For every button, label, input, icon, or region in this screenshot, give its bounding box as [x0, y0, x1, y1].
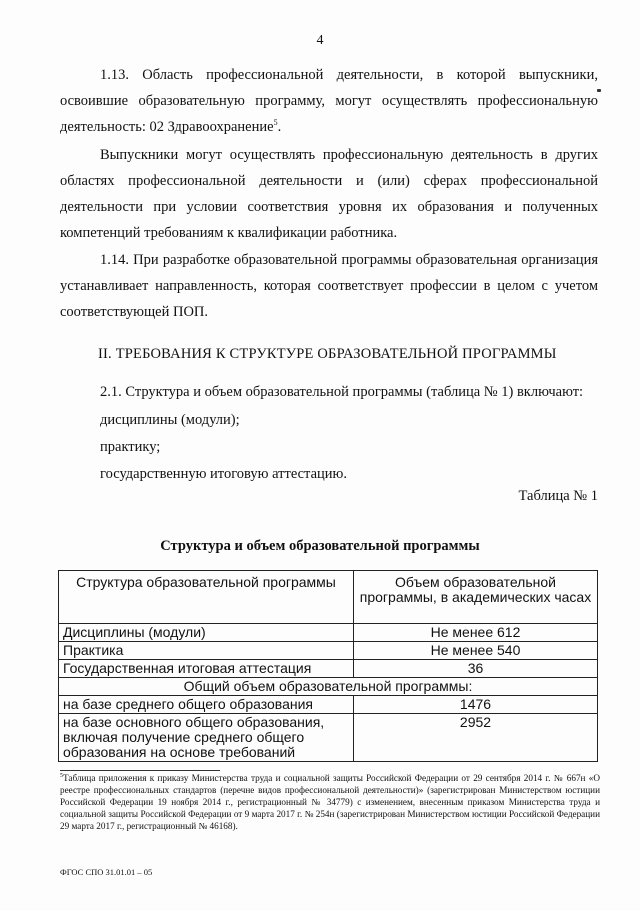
paragraph-1-13-text: 1.13. Область профессиональной деятельности, в которой выпускники, освоившие образовательную программу, могут осуществлять профессиональную деятельность: 02 Здравоохранение: [60, 67, 598, 135]
header-structure: Структура образовательной программы: [59, 571, 354, 624]
paragraph-1-14: 1.14. При разработке образовательной программы образовательная организация устанавливает направленность, которая соответствует профессии в целом с учетом соответствующей ПОП.: [60, 252, 598, 320]
row-label: на базе среднего общего образования: [59, 696, 354, 714]
header-volume: Объем образовательной программы, в академических часах: [354, 571, 598, 624]
document-id: ФГОС СПО 31.01.01 – 05: [60, 867, 153, 877]
total-label: Общий объем образовательной программы:: [59, 678, 598, 696]
row-label: на базе основного общего образования, включая получение среднего общего образования на основе требований: [59, 714, 354, 762]
section-heading: II. ТРЕБОВАНИЯ К СТРУКТУРЕ ОБРАЗОВАТЕЛЬНОЙ ПРОГРАММЫ: [98, 346, 557, 362]
structure-table: [58, 570, 598, 762]
row-value: 2952: [354, 714, 598, 762]
footnote-divider: [60, 770, 220, 771]
paragraph-other-areas: Выпускники могут осуществлять профессиональную деятельность в других областях профессиональной деятельности и (или) сферах профессиональной деятельности при условии соответствия уровня их образования и полученных компетенций требованиям к квалификации работника.: [60, 147, 598, 241]
row-value: Не менее 540: [354, 642, 598, 660]
footnote-text: Таблица приложения к приказу Министерства труда и социальной защиты Российской Федерации от 29 сентября 2014 г. № 667н «О реестре профессиональных стандартов (перечне видов профессиональной деятельности)» (зарегистрирован Министерством юстиции Российской Федерации 19 ноября 2014 г., регистрационный № 34779) с изменением, внесенным приказом Министерства труда и социальной защиты Российской Федерации от 9 марта 2017 г. № 254н (зарегистрирован Министерством юстиции Российской Федерации 29 марта 2017 г., регистрационный № 46168).: [60, 773, 600, 831]
row-label: Практика: [59, 642, 354, 660]
table-total-row: [59, 678, 598, 696]
table-row: [59, 660, 598, 678]
table-caption: Таблица № 1: [518, 488, 598, 504]
table-title: Структура и объем образовательной программы: [160, 538, 480, 554]
row-value: Не менее 612: [354, 624, 598, 642]
table-row: [59, 624, 598, 642]
footnote: [60, 772, 600, 832]
paragraph-2-1: 2.1. Структура и объем образовательной программы (таблица № 1) включают:: [100, 384, 584, 400]
table-header-row: [59, 571, 598, 624]
list-item-disciplines: дисциплины (модули);: [100, 412, 240, 428]
paragraph-1-13: [60, 62, 598, 140]
row-label: Дисциплины (модули): [59, 624, 354, 642]
paragraph-1-13-end: .: [277, 119, 282, 135]
table-row: [59, 714, 598, 762]
list-item-attestation: государственную итоговую аттестацию.: [100, 466, 347, 482]
table-row: [59, 696, 598, 714]
row-value: 1476: [354, 696, 598, 714]
list-item-practice: практику;: [100, 439, 161, 455]
page-number: 4: [316, 33, 324, 48]
row-label: Государственная итоговая аттестация: [59, 660, 354, 678]
footnote-ref: 5: [273, 118, 278, 128]
table-row: [59, 642, 598, 660]
row-value: 36: [354, 660, 598, 678]
footnote-marker: 5: [60, 772, 63, 779]
